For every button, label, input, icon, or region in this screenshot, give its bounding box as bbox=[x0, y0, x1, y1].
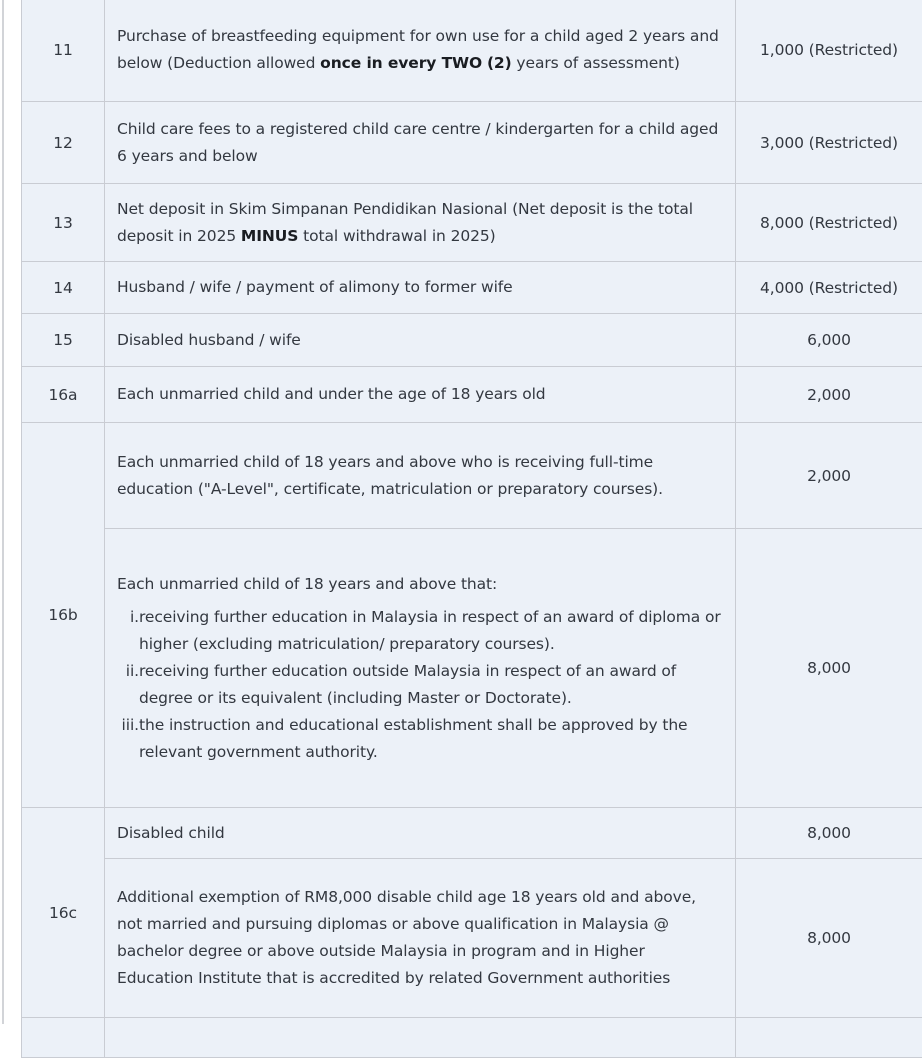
description-lead: Each unmarried child of 18 years and above that: bbox=[117, 571, 723, 598]
item-description: Additional exemption of RM8,000 disable child age 18 years old and above, not married and pursuing diplomas or above qualification in Malaysia @ bachelor degree or above outside Malaysia in program and in Higher Education Institute that is accredited by related Government authorities bbox=[105, 859, 736, 1018]
table-row bbox=[22, 184, 922, 262]
table-row bbox=[22, 367, 922, 423]
item-description: Disabled child bbox=[105, 808, 736, 859]
item-description: Disabled husband / wife bbox=[105, 314, 736, 367]
item-description bbox=[105, 184, 736, 262]
item-number: 16a bbox=[22, 367, 105, 423]
item-description: Husband / wife / payment of alimony to former wife bbox=[105, 262, 736, 314]
description-text: total withdrawal in 2025) bbox=[298, 227, 495, 245]
item-amount: 1,000 (Restricted) bbox=[736, 0, 922, 102]
item-description: Each unmarried child and under the age of 18 years old bbox=[105, 367, 736, 423]
item-amount: 8,000 bbox=[736, 859, 922, 1018]
condition-item bbox=[139, 604, 723, 658]
condition-item bbox=[139, 712, 723, 766]
item-amount: 2,000 bbox=[736, 423, 922, 529]
condition-item bbox=[139, 658, 723, 712]
item-number: 15 bbox=[22, 314, 105, 367]
item-amount: 3,000 (Restricted) bbox=[736, 102, 922, 184]
list-marker: iii. bbox=[122, 712, 139, 739]
list-marker: i. bbox=[130, 604, 139, 631]
item-description bbox=[105, 529, 736, 808]
condition-text: receiving further education outside Malaysia in respect of an award of degree or its equivalent (including Master or Doctorate). bbox=[139, 662, 676, 707]
item-amount: 8,000 bbox=[736, 529, 922, 808]
description-text: Net deposit in Skim Simpanan Pendidikan Nasional (Net deposit is the total deposit in 2025 bbox=[117, 200, 693, 245]
table-row bbox=[22, 529, 922, 808]
table-row bbox=[22, 423, 922, 529]
item-number: 12 bbox=[22, 102, 105, 184]
item-number: 11 bbox=[22, 0, 105, 102]
emphasis-text: once in every TWO bbox=[320, 54, 482, 72]
page-left-border bbox=[2, 0, 4, 1024]
table-row bbox=[22, 0, 922, 102]
table-row bbox=[22, 102, 922, 184]
description-text: Purchase of breastfeeding equipment for own use for a child aged 2 years and below (Deduction allowed bbox=[117, 27, 719, 72]
item-number: 14 bbox=[22, 262, 105, 314]
item-amount: 2,000 bbox=[736, 367, 922, 423]
table-row bbox=[22, 808, 922, 859]
condition-list bbox=[117, 604, 723, 766]
item-amount: 6,000 bbox=[736, 314, 922, 367]
item-number: 16b bbox=[22, 423, 105, 808]
item-description: Child care fees to a registered child care centre / kindergarten for a child aged 6 years and below bbox=[105, 102, 736, 184]
item-description: Each unmarried child of 18 years and above who is receiving full-time education ("A-Level", certificate, matriculation or preparatory courses). bbox=[105, 423, 736, 529]
condition-text: receiving further education in Malaysia in respect of an award of diploma or higher (excluding matriculation/ preparatory courses). bbox=[139, 608, 721, 653]
condition-text: the instruction and educational establishment shall be approved by the relevant government authority. bbox=[139, 716, 688, 761]
table-row bbox=[22, 262, 922, 314]
item-amount: 8,000 bbox=[736, 808, 922, 859]
table-row bbox=[22, 314, 922, 367]
item-amount: 4,000 (Restricted) bbox=[736, 262, 922, 314]
item-number: 13 bbox=[22, 184, 105, 262]
item-number: 16c bbox=[22, 808, 105, 1018]
description-text: years of assessment) bbox=[512, 54, 680, 72]
list-marker: ii. bbox=[126, 658, 139, 685]
item-description bbox=[105, 0, 736, 102]
tax-relief-table bbox=[21, 0, 922, 1058]
item-amount: 8,000 (Restricted) bbox=[736, 184, 922, 262]
table-row bbox=[22, 859, 922, 1018]
emphasis-text: (2) bbox=[487, 54, 512, 72]
emphasis-text: MINUS bbox=[241, 227, 298, 245]
